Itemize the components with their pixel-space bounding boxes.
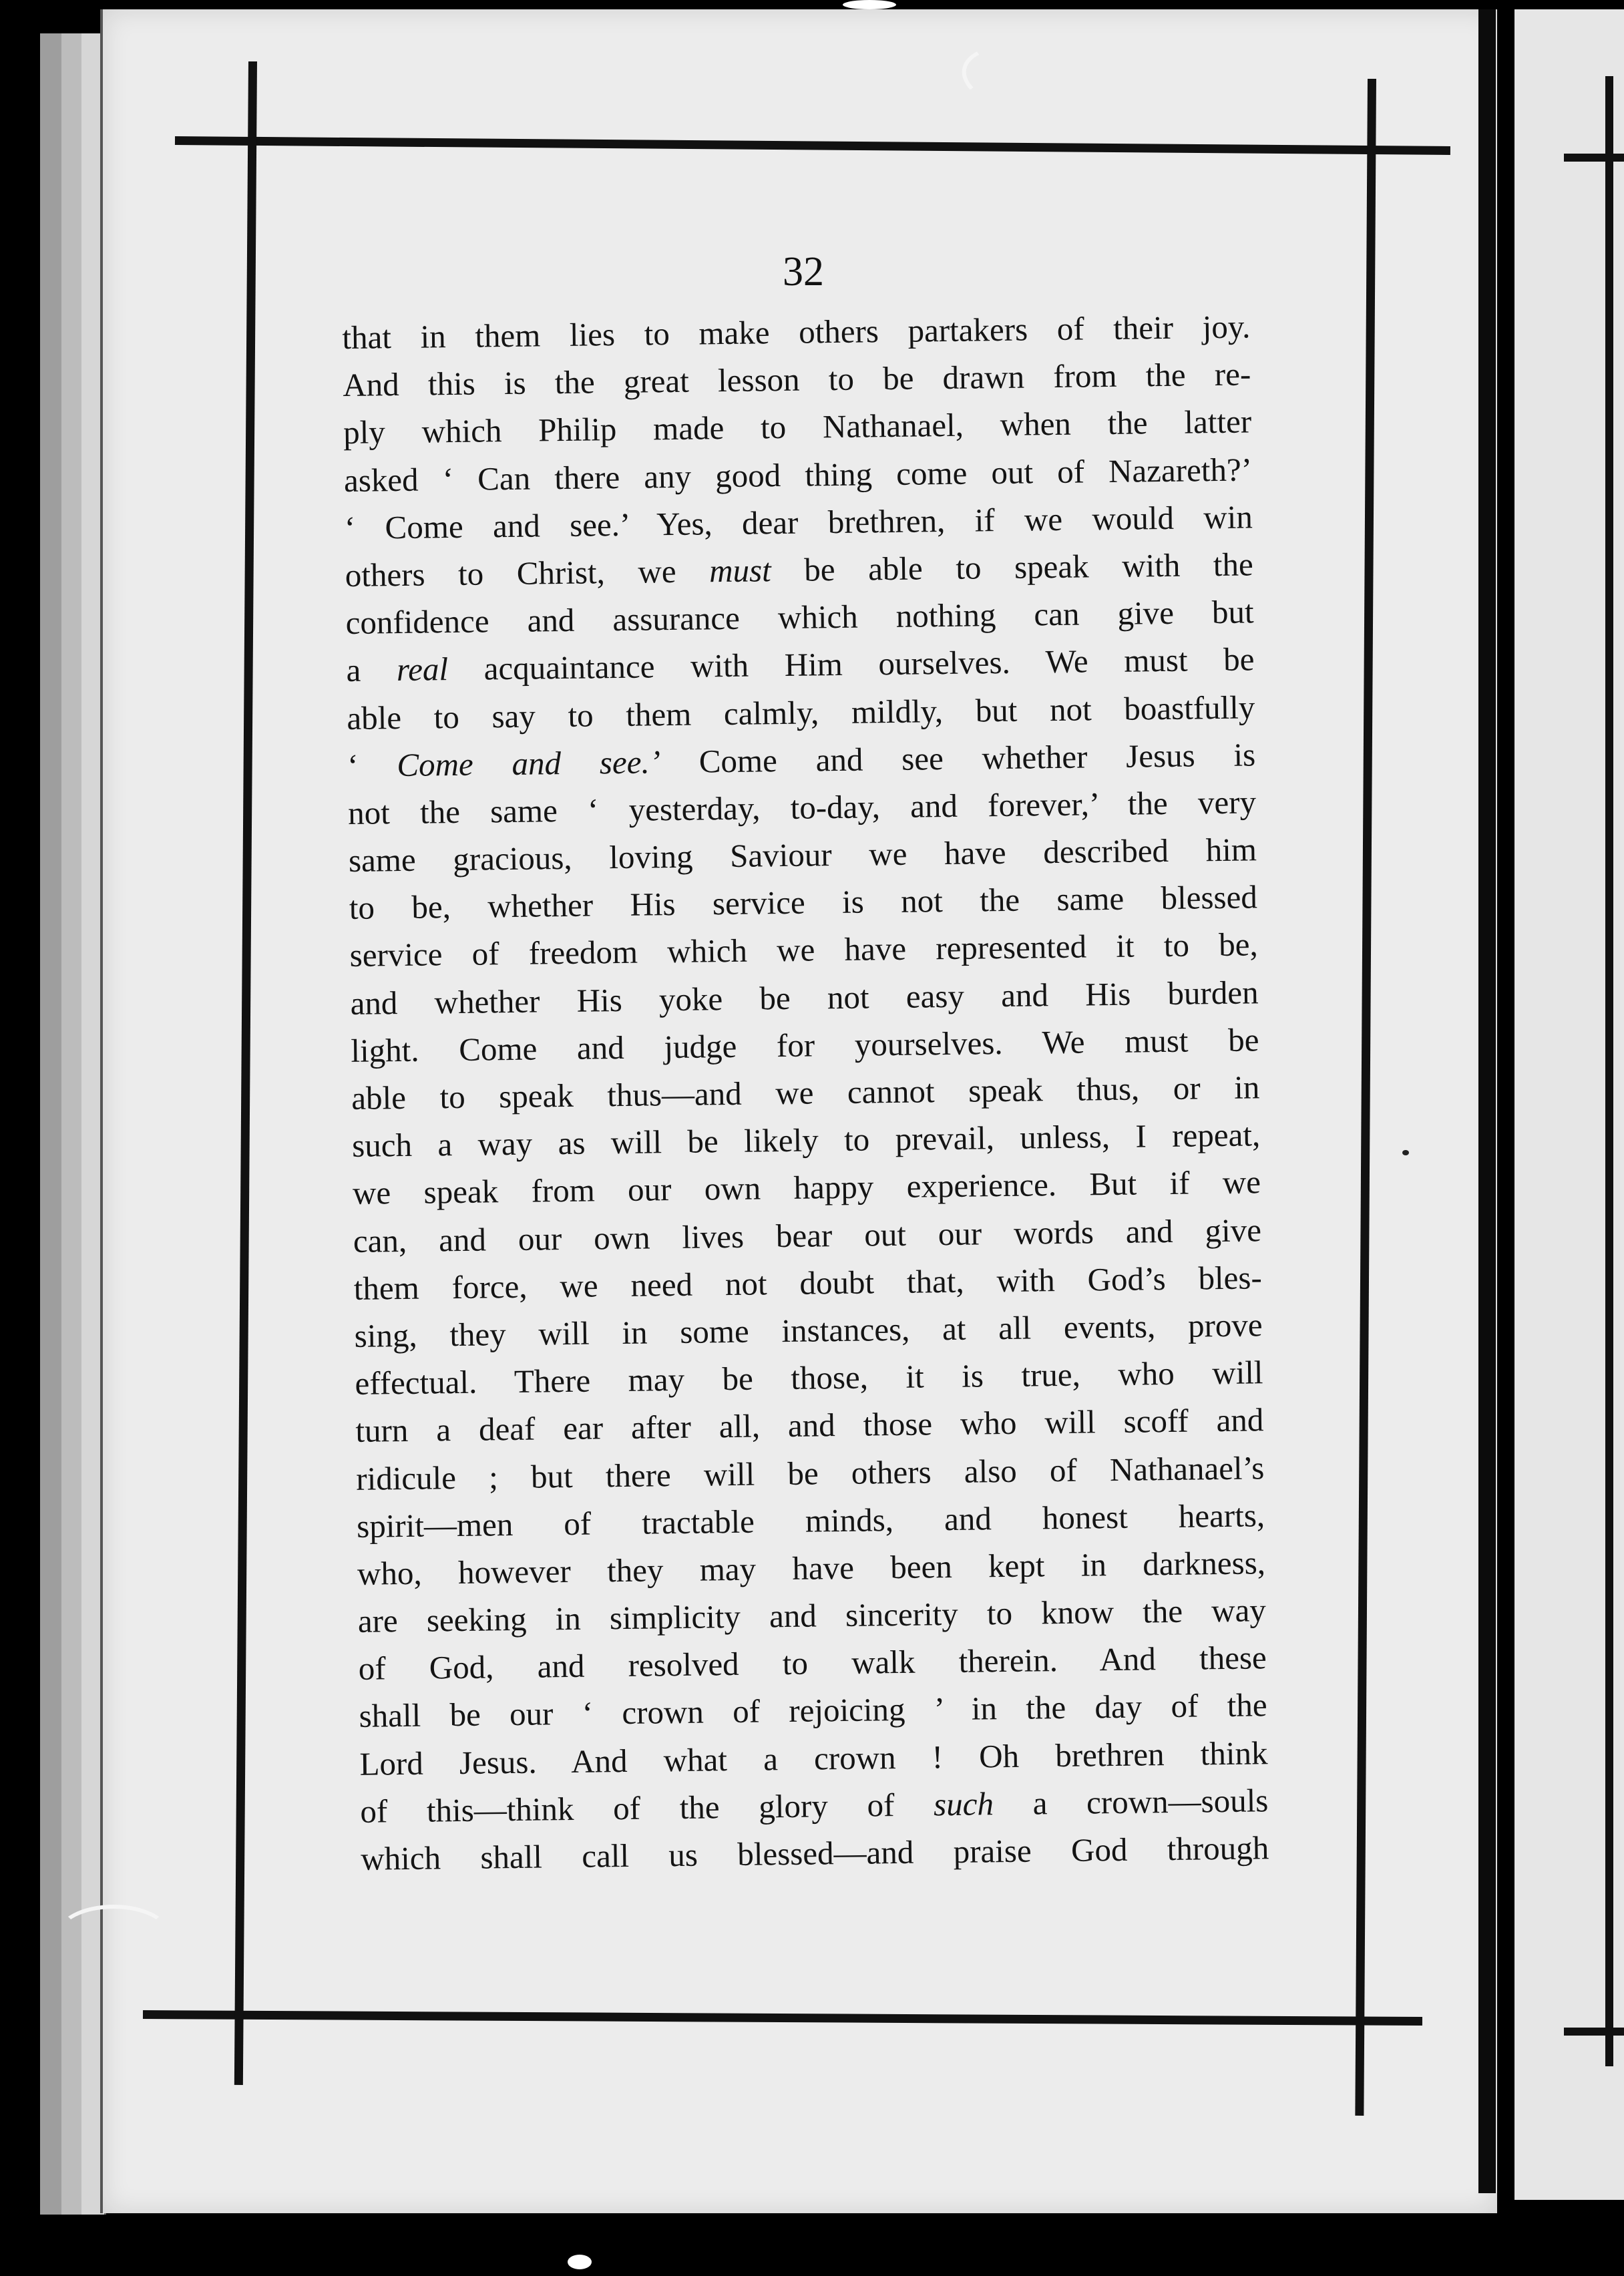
text-run: of God, and resolved to walk therein. And these: [358, 1639, 1267, 1688]
italic-emphasis: such: [933, 1785, 994, 1823]
text-run: sing, they will in some instances, at all events, prove: [354, 1306, 1263, 1354]
text-run: asked ‘ Can there any good thing come out of Nazareth?’: [343, 450, 1253, 499]
paper-speck: [1402, 1150, 1409, 1155]
text-run: them force, we need not doubt that, with God’s bles-: [353, 1259, 1263, 1307]
page-number: 32: [783, 249, 824, 295]
text-run: service of freedom which we have represented it to be,: [349, 926, 1258, 974]
text-run: are seeking in simplicity and sincerity to know the way: [357, 1591, 1267, 1640]
text-run: turn a deaf ear after all, and those who will scoff and: [355, 1401, 1264, 1450]
paper-scratch: [56, 1905, 171, 1966]
text-run: ‘ Come and see.’ Yes, dear brethren, if we would win: [344, 498, 1253, 546]
italic-emphasis: must: [708, 552, 772, 590]
text-run: Come and see whether Jesus is: [660, 736, 1256, 780]
paper-speck: [843, 0, 896, 9]
text-run: shall be our ‘ crown of rejoicing ’ in the day of the: [359, 1686, 1267, 1735]
text-run: not the same ‘ yesterday, to-day, and forever,’ the very: [347, 783, 1257, 831]
text-run: spirit—men of tractable minds, and honest hearts,: [356, 1496, 1265, 1545]
text-run: we speak from our own happy experience. But if we: [352, 1163, 1261, 1212]
text-run: acquaintance with Him ourselves. We must be: [447, 640, 1255, 688]
text-run: can, and our own lives bear out our words and give: [353, 1211, 1262, 1260]
text-run: and whether His yoke be not easy and His burden: [350, 973, 1259, 1022]
text-run: to be, whether His service is not the same blessed: [349, 878, 1258, 927]
text-run: Lord Jesus. And what a crown ! Oh brethren think: [359, 1734, 1268, 1782]
text-run: a crown—souls: [993, 1782, 1269, 1823]
text-run: others to Christ, we: [345, 552, 710, 594]
adjacent-page-bottom-rule: [1564, 2028, 1624, 2036]
text-run: be able to speak with the: [771, 546, 1254, 589]
book-gutter: [1478, 9, 1496, 2193]
text-run: ridicule ; but there will be others also of Nathanael’s: [355, 1449, 1265, 1497]
text-run: able to speak thus—and we cannot speak thus, or in: [351, 1069, 1260, 1117]
adjacent-page-side-rule: [1605, 76, 1613, 2066]
text-run: a: [346, 651, 397, 689]
text-run: ply which Philip made to Nathanael, when the latter: [343, 403, 1252, 451]
text-run: able to say to them calmly, mildly, but not boastfully: [347, 688, 1255, 737]
text-run: who, however they may have been kept in darkness,: [357, 1544, 1266, 1592]
text-run: effectual. There may be those, it is true, who will: [355, 1354, 1263, 1402]
paper-speck: [568, 2255, 592, 2269]
text-run: light. Come and judge for yourselves. We must be: [351, 1021, 1259, 1069]
adjacent-page: [1514, 9, 1624, 2200]
text-run: ‘: [347, 746, 397, 784]
adjacent-page-top-rule: [1564, 154, 1624, 162]
text-run: which shall call us blessed—and praise God through: [360, 1829, 1269, 1877]
text-run: of this—think of the glory of: [360, 1786, 934, 1830]
body-text: [342, 303, 1269, 1883]
text-run: that in them lies to make others partakers of their joy.: [342, 308, 1251, 356]
text-run: such a way as will be likely to prevail, unless, I repeat,: [351, 1116, 1261, 1165]
italic-emphasis: Come and see.’: [397, 743, 661, 783]
text-run: confidence and assurance which nothing can give but: [345, 593, 1254, 642]
text-run: same gracious, loving Saviour we have described him: [348, 831, 1257, 879]
italic-emphasis: real: [396, 650, 449, 689]
text-run: And this is the great lesson to be drawn from the re-: [342, 355, 1251, 404]
